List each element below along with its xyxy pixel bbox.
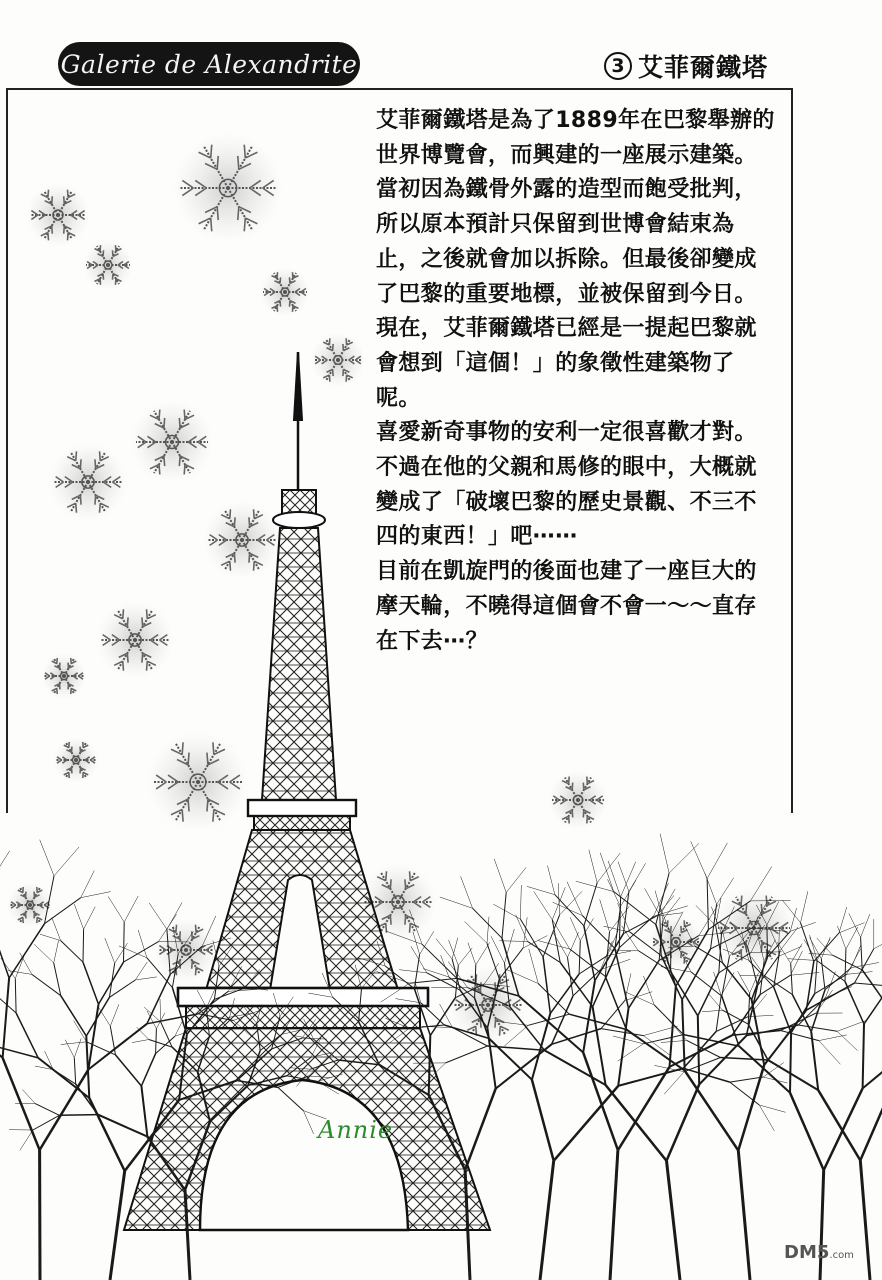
series-title: Galerie de Alexandrite xyxy=(60,49,358,79)
chapter-title: 艾菲爾鐵塔 xyxy=(638,53,769,82)
chapter-heading xyxy=(604,48,768,84)
paragraph: 當初因為鐵骨外露的造型而飽受批判，所以原本預計只保留到世博會結束為止，之後就會加以拆除。但最後卻變成了巴黎的重要地標，並被保留到今日。 xyxy=(376,177,757,307)
artist-signature: Annie xyxy=(318,1116,394,1144)
article-body xyxy=(376,104,776,659)
snowflake-icon xyxy=(154,918,218,982)
paragraph: 艾菲爾鐵塔是為了1889年在巴黎舉辦的世界博覽會，而興建的一座展示建築。 xyxy=(376,108,775,168)
series-title-banner xyxy=(58,42,360,86)
snowflake-icon xyxy=(7,882,53,928)
paragraph: 現在，艾菲爾鐵塔已經是一提起巴黎就會想到「這個！」的象徵性建築物了呢。 xyxy=(376,316,757,411)
chapter-number-badge: 3 xyxy=(604,52,632,80)
paragraph: 喜愛新奇事物的安利一定很喜歡才對。不過在他的父親和馬修的眼中，大概就變成了「破壞巴黎的歷史景觀、不三不四的東西！」吧⋯⋯ xyxy=(376,420,757,550)
paragraph: 目前在凱旋門的後面也建了一座巨大的摩天輪，不曉得這個會不會一〜〜直存在下去⋯？ xyxy=(376,559,757,654)
site-logo: DM5.com xyxy=(784,1242,854,1263)
